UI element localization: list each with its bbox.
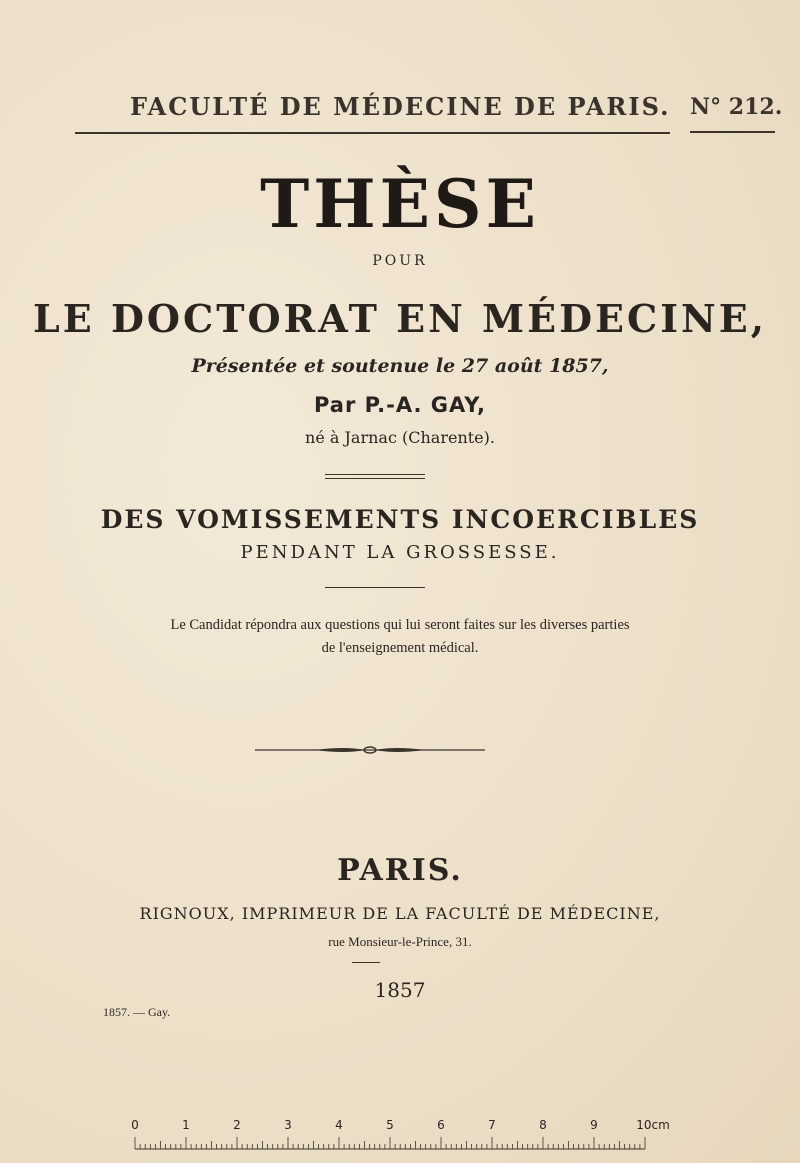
imprint-rule bbox=[352, 962, 380, 963]
candidate-note bbox=[0, 614, 800, 660]
centimeter-ruler bbox=[125, 1115, 670, 1155]
ruler-label: 1 bbox=[182, 1118, 190, 1132]
ruler-label: 5 bbox=[386, 1118, 394, 1132]
ruler-label: 8 bbox=[539, 1118, 547, 1132]
ruler-label: 9 bbox=[590, 1118, 598, 1132]
imprint-city: PARIS. bbox=[337, 853, 463, 888]
ruler-label: 7 bbox=[488, 1118, 496, 1132]
ornament-divider bbox=[255, 744, 485, 756]
subject-title: DES VOMISSEMENTS INCOERCIBLES bbox=[100, 505, 700, 534]
ruler-label: 0 bbox=[131, 1118, 139, 1132]
ruler-label: 2 bbox=[233, 1118, 241, 1132]
imprint-printer: RIGNOUX, IMPRIMEUR DE LA FACULTÉ DE MÉDECINE, bbox=[139, 904, 661, 923]
author-name: Par P.-A. GAY, bbox=[313, 393, 486, 417]
ruler-label: 6 bbox=[437, 1118, 445, 1132]
thesis-number: N° 212. bbox=[690, 94, 783, 120]
imprint-street: rue Monsieur-le-Prince, 31. bbox=[328, 934, 472, 949]
footer-reference: 1857. — Gay. bbox=[103, 1005, 171, 1019]
header-rule bbox=[75, 132, 670, 134]
doctorate-title: LE DOCTORAT EN MÉDECINE, bbox=[33, 296, 767, 341]
candidate-note-line1: Le Candidat répondra aux questions qui lui seront faites sur les diverses parties bbox=[170, 617, 630, 633]
pour-label: POUR bbox=[372, 253, 428, 269]
subject-rule bbox=[325, 587, 425, 588]
ruler-label: 4 bbox=[335, 1118, 343, 1132]
presentation-date: Présentée et soutenue le 27 août 1857, bbox=[191, 355, 609, 377]
imprint-year: 1857 bbox=[374, 978, 426, 1002]
ruler-label: 10cm bbox=[636, 1118, 670, 1132]
candidate-note-line2: de l'enseignement médical. bbox=[321, 640, 479, 656]
number-rule bbox=[690, 131, 775, 133]
double-rule bbox=[325, 474, 425, 479]
ruler-label: 3 bbox=[284, 1118, 292, 1132]
subject-subtitle: PENDANT LA GROSSESSE. bbox=[240, 542, 560, 563]
thesis-title: THÈSE bbox=[260, 165, 540, 243]
faculty-heading: FACULTÉ DE MÉDECINE DE PARIS. bbox=[130, 92, 671, 121]
author-birthplace: né à Jarnac (Charente). bbox=[305, 428, 495, 447]
